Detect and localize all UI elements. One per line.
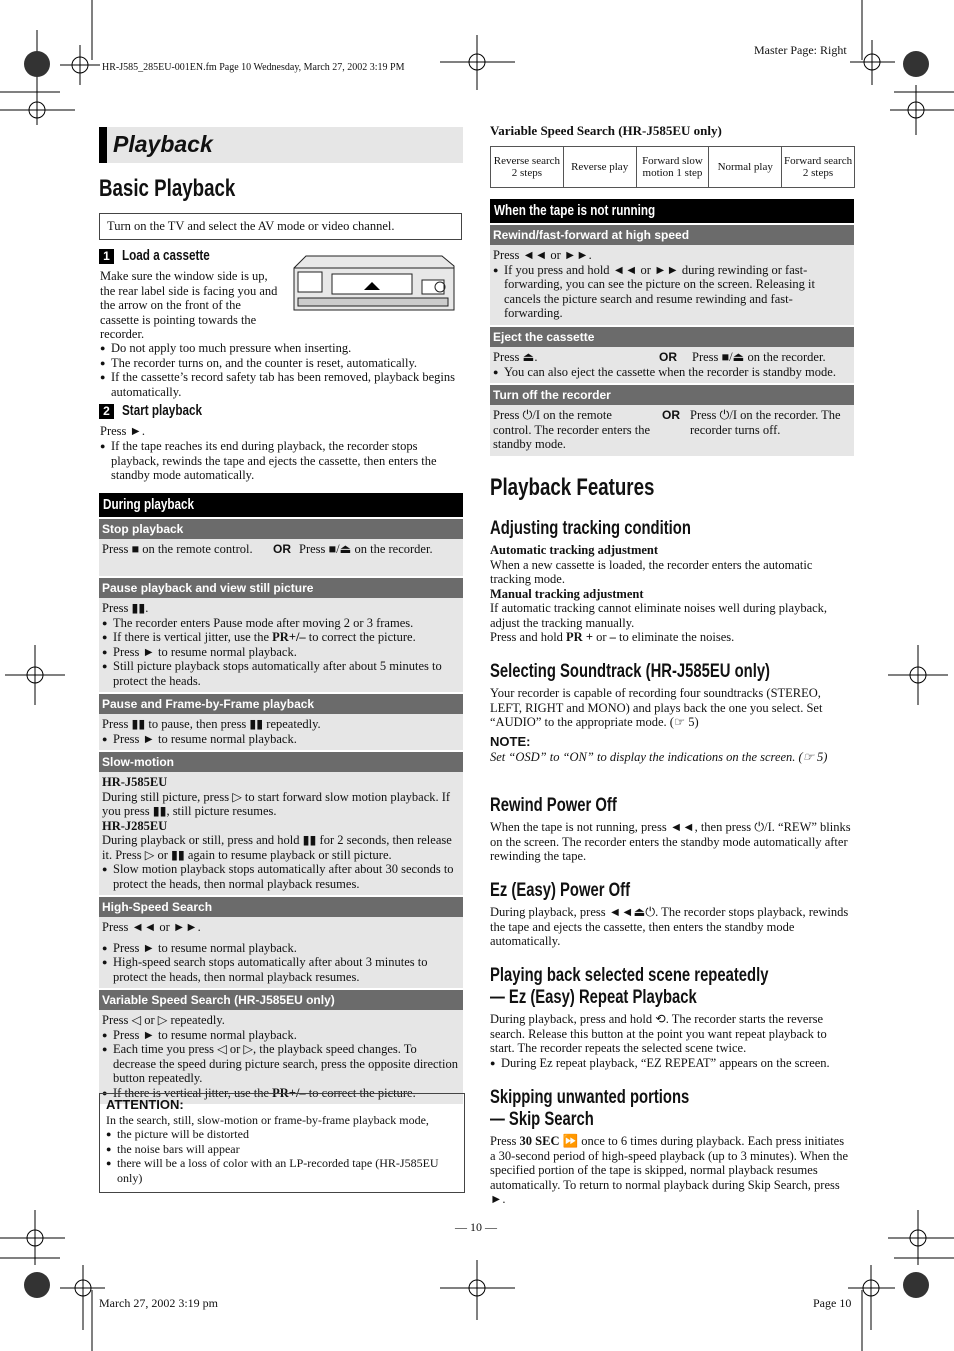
rewind-off-title: Rewind Power Off: [490, 795, 617, 816]
list-item: ● there will be a loss of color with an LP-recorded tape (HR-J585EU only): [106, 1156, 460, 1185]
variable-speed-body: [99, 1010, 463, 1104]
list-item: ● The recorder turns on, and the counter is reset, automatically.: [100, 356, 456, 371]
variable-speed-title: Variable Speed Search (HR-J585EU only): [99, 990, 463, 1010]
eject-title: Eject the cassette: [490, 327, 854, 347]
high-speed-title: High-Speed Search: [99, 897, 463, 917]
list-item: ● Each time you press ◁ or ▷, the playback speed changes. To decrease the speed during picture search, press the opposite direction button repeatedly.: [102, 1042, 460, 1086]
step-1-number: 1: [99, 249, 114, 264]
ez-off-text: During playback, press ◄◄⏏⏻. The recorder stops playback, rewinds the tape and ejects the cassette, then enters the standby mode automatically.: [490, 905, 849, 948]
during-playback-panel: [99, 493, 463, 1104]
list-item: ● High-speed search stops automatically after about 3 minutes to protect the heads, then normal playback resumes.: [102, 955, 460, 984]
table-row: [491, 147, 855, 188]
rew-title: Rewind/fast-forward at high speed: [490, 225, 854, 245]
basic-playback-title: Basic Playback: [99, 175, 236, 202]
repeat-title-1: Playing back selected scene repeatedly: [490, 965, 769, 986]
features-title: Playback Features: [490, 474, 655, 501]
eject-recorder-text: Press ■/⏏ on the recorder.: [692, 349, 826, 364]
vss-text: Press ◁ or ▷ repeatedly.: [102, 1013, 225, 1027]
not-running-panel: [490, 199, 854, 456]
slow-text-1: During still picture, press ▷ to start forward slow motion playback. If you press ▮▮, still picture resumes.: [102, 789, 451, 818]
footer-page: Page 10: [813, 1296, 852, 1310]
stop-playback-body: [99, 539, 463, 576]
or-label: OR: [273, 542, 291, 556]
skip-text: Press 30 SEC ⏩ once to 6 times during playback. Each press initiates a 30-second period of high-speed playback (up to 3 minutes). When the specified portion of the tape is skipped, normal playback resumes automatically. To return to normal playback during Skip Search, press ►.: [490, 1134, 849, 1206]
eject-body: [490, 347, 854, 384]
list-item: ● the noise bars will appear: [106, 1142, 460, 1157]
ez-off-title: Ez (Easy) Power Off: [490, 880, 631, 901]
model-label: HR-J285EU: [102, 818, 168, 833]
during-playback-title: During playback: [99, 493, 463, 517]
table-cell: Forward search 2 steps: [782, 147, 855, 188]
list-item: ● Still picture playback stops automatically after about 5 minutes to protect the heads.: [102, 659, 460, 688]
rew-text: Press ◄◄ or ►►.: [493, 248, 592, 262]
footer-date: March 27, 2002 3:19 pm: [99, 1296, 218, 1310]
or-label: OR: [659, 349, 677, 364]
high-speed-body: [99, 917, 463, 988]
list-item: ● You can also eject the cassette when the recorder is standby mode.: [493, 365, 851, 380]
note-title: NOTE:: [490, 734, 531, 749]
tracking-body: [490, 543, 852, 645]
skip-title-2: — Skip Search: [490, 1109, 594, 1130]
attention-title: ATTENTION:: [106, 1097, 184, 1112]
list-item: ● The recorder enters Pause mode after moving 2 or 3 frames.: [102, 616, 460, 631]
frame-body: [99, 714, 463, 750]
repeat-text: During playback, press and hold ⟲. The recorder starts the reverse search. Release this button at the point you want repeat playback to start. The recorder repeats the selected scene twice.: [490, 1012, 827, 1055]
attention-box: [99, 1093, 465, 1193]
list-item: ● Slow motion playback stops automatically after about 30 seconds to protect the heads, then normal playback resumes.: [102, 862, 460, 891]
manual-tracking-text: If automatic tracking cannot eliminate noises well during playback, adjust the tracking manually.: [490, 601, 828, 630]
vss-table: [490, 146, 855, 188]
pause-body: [99, 598, 463, 692]
table-cell: Normal play: [709, 147, 782, 188]
eject-remote-text: Press ⏏.: [493, 349, 538, 364]
list-item: ● If there is vertical jitter, use the PR+/– to correct the picture.: [102, 630, 460, 645]
manual-tracking-title: Manual tracking adjustment: [490, 586, 644, 601]
table-cell: Reverse play: [563, 147, 636, 188]
step-2-text: Press ►.: [100, 424, 146, 438]
file-info: HR-J585_285EU-001EN.fm Page 10 Wednesday, March 27, 2002 3:19 PM: [102, 62, 405, 73]
list-item: ● If the cassette’s record safety tab has been removed, playback begins automatically.: [100, 370, 456, 399]
step-2-bullets: [100, 439, 456, 483]
manual-tracking-text-2: Press and hold PR + or – to eliminate the noises.: [490, 630, 735, 644]
soundtrack-text: Your recorder is capable of recording four soundtracks (STEREO, LEFT, RIGHT and MONO) and plays back the one you select. Set “AUDIO” to the appropriate mode. (☞ 5): [490, 686, 823, 729]
stop-playback-title: Stop playback: [99, 519, 463, 539]
list-item: ● Do not apply too much pressure when inserting.: [100, 341, 456, 356]
attention-text: In the search, still, slow-motion or frame-by-frame playback mode,: [106, 1112, 429, 1127]
model-label: HR-J585EU: [102, 775, 168, 789]
off-recorder-text: Press ⏻/I on the recorder. The recorder turns off.: [690, 408, 841, 437]
not-running-title: When the tape is not running: [490, 199, 854, 223]
turn-off-title: Turn off the recorder: [490, 385, 854, 405]
step-1-title: Load a cassette: [122, 247, 210, 264]
or-label: OR: [662, 408, 680, 422]
vss-table-title: Variable Speed Search (HR-J585EU only): [490, 123, 722, 138]
slow-motion-title: Slow-motion: [99, 752, 463, 772]
list-item: ● Press ► to resume normal playback.: [102, 732, 460, 747]
pause-title: Pause playback and view still picture: [99, 578, 463, 598]
auto-tracking-title: Automatic tracking adjustment: [490, 543, 659, 557]
table-cell: Reverse search 2 steps: [491, 147, 564, 188]
off-remote-text: Press ⏻/I on the remote control. The recorder enters the standby mode.: [493, 408, 650, 451]
pause-text: Press ▮▮.: [102, 601, 149, 615]
repeat-body: [490, 1012, 854, 1070]
list-item: ● Press ► to resume normal playback.: [102, 645, 460, 660]
list-item: ● During Ez repeat playback, “EZ REPEAT” appears on the screen.: [490, 1056, 854, 1071]
step-2-number: 2: [99, 404, 114, 419]
section-banner: [99, 127, 463, 163]
section-title: Playback: [113, 131, 213, 157]
list-item: ● the picture will be distorted: [106, 1127, 460, 1142]
page-number: — 10 —: [455, 1220, 497, 1234]
auto-tracking-text: When a new cassette is loaded, the recorder enters the automatic tracking mode.: [490, 557, 813, 586]
slow-text-2: During playback or still, press and hold ▮▮ for 2 seconds, then release it. Press ▷ or ▮▮ again to resume playback or still picture.: [102, 833, 452, 862]
intro-box: Turn on the TV and select the AV mode or video channel.: [99, 213, 462, 240]
skip-title-1: Skipping unwanted portions: [490, 1087, 690, 1108]
stop-remote-text: Press ■ on the remote control.: [102, 542, 253, 556]
turn-off-body: [490, 405, 854, 456]
table-cell: Forward slow motion 1 step: [636, 147, 709, 188]
tracking-title: Adjusting tracking condition: [490, 518, 691, 539]
list-item: ● If there is vertical jitter, use the PR+/– to correct the picture.: [102, 1086, 460, 1101]
soundtrack-title: Selecting Soundtrack (HR-J585EU only): [490, 661, 770, 682]
repeat-title-2: — Ez (Easy) Repeat Playback: [490, 987, 697, 1008]
stop-recorder-text: Press ■/⏏ on the recorder.: [299, 542, 433, 556]
note-text: Set “OSD” to “ON” to display the indications on the screen. (☞ 5): [490, 750, 828, 764]
slow-motion-body: [99, 772, 463, 895]
master-page-label: Master Page: Right: [754, 43, 847, 57]
hss-text: Press ◄◄ or ►►.: [102, 920, 201, 934]
list-item: ● If the tape reaches its end during playback, the recorder stops playback, rewinds the tape and ejects the cassette, then enters the standby mode automatically.: [100, 439, 456, 483]
list-item: ● If you press and hold ◄◄ or ►► during rewinding or fast-forwarding, you can see the picture on the screen. Releasing it cancels the picture search and resume rewinding and fast-forwarding.: [493, 263, 851, 321]
list-item: ● Press ► to resume normal playback.: [102, 941, 460, 956]
step-2-title: Start playback: [122, 402, 202, 419]
rew-body: [490, 245, 854, 325]
frame-title: Pause and Frame-by-Frame playback: [99, 694, 463, 714]
step-1-bullets: [100, 341, 456, 399]
banner-bar: [99, 127, 107, 163]
frame-text: Press ▮▮ to pause, then press ▮▮ repeatedly.: [102, 717, 321, 731]
step-1-text: Make sure the window side is up, the rear label side is facing you and the arrow on the front of the cassette is pointing towards the recorder.: [100, 269, 278, 341]
list-item: ● Press ► to resume normal playback.: [102, 1028, 460, 1043]
rewind-off-text: When the tape is not running, press ◄◄, then press ⏻/I. “REW” blinks on the screen. The recorder enters the standby mode automatically after rewinding the tape.: [490, 820, 851, 863]
vcr-illustration: [292, 254, 456, 312]
